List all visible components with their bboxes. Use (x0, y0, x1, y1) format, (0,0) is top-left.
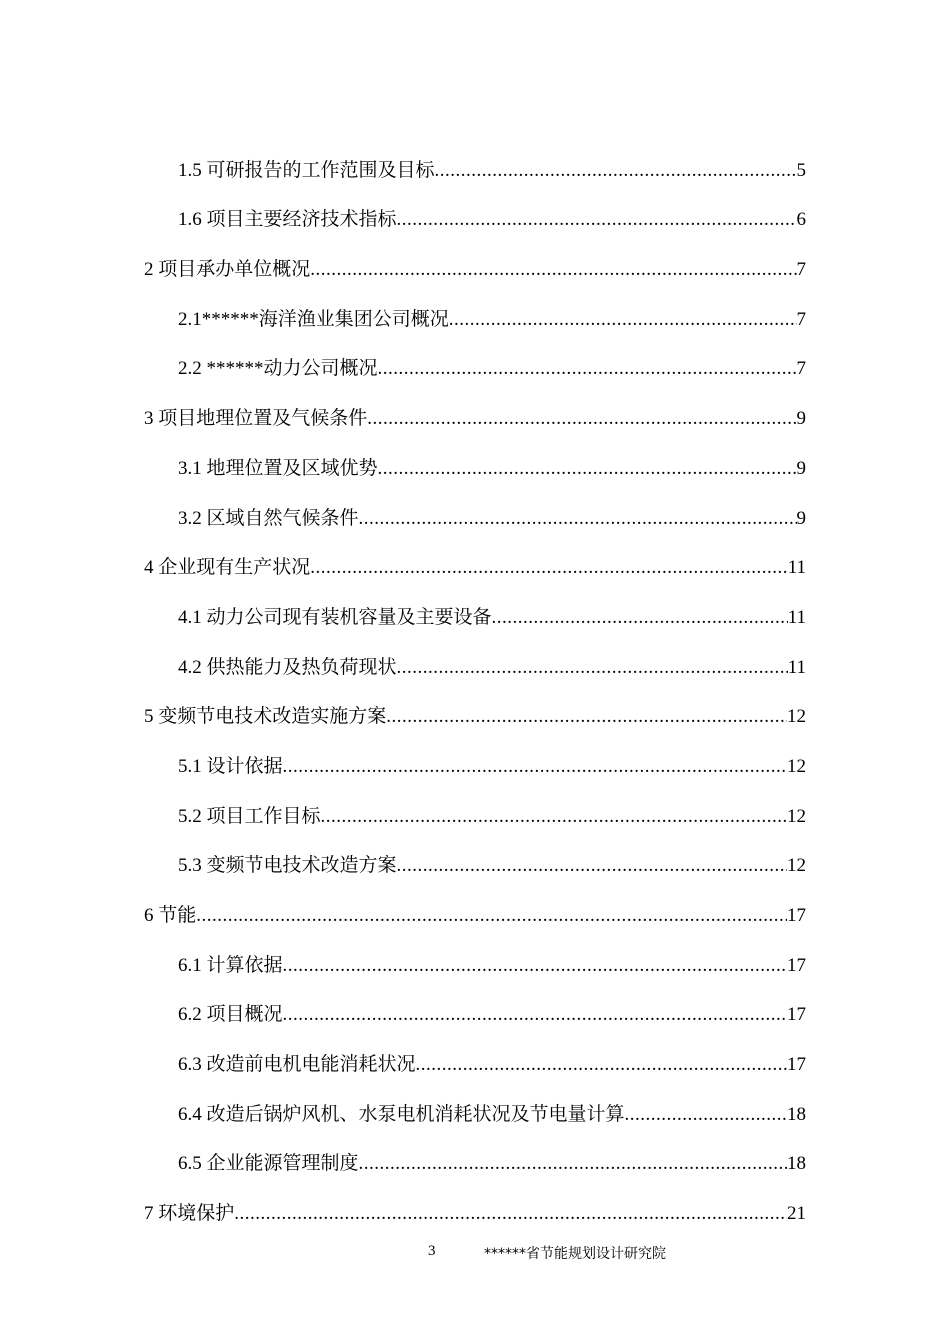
toc-entry-page-number: 11 (787, 656, 806, 678)
toc-entry[interactable] (144, 627, 806, 677)
toc-dot-leader (321, 807, 787, 826)
toc-dot-leader (310, 558, 787, 577)
toc-entry-title: 4 企业现有生产状况 (144, 557, 311, 579)
toc-dot-leader (397, 658, 788, 677)
toc-dot-leader (449, 310, 797, 329)
toc-entry-title: 2.1******海洋渔业集团公司概况 (178, 308, 449, 330)
toc-entry[interactable] (144, 1173, 806, 1223)
toc-entry[interactable] (144, 925, 806, 975)
toc-entry-page-number: 17 (787, 1004, 806, 1026)
toc-entry[interactable] (144, 329, 806, 379)
toc-entry-page-number: 17 (787, 954, 806, 976)
toc-entry[interactable] (144, 180, 806, 230)
toc-entry-title: 6.1 计算依据 (178, 954, 283, 976)
toc-entry-title: 2.2 ******动力公司概况 (178, 358, 378, 380)
toc-entry-page-number: 12 (787, 805, 806, 827)
toc-dot-leader (196, 906, 787, 925)
toc-entry-title: 5 变频节电技术改造实施方案 (144, 706, 387, 728)
toc-dot-leader (283, 956, 787, 975)
toc-dot-leader (416, 1055, 787, 1074)
toc-entry[interactable] (144, 428, 806, 478)
toc-entry-title: 3.2 区域自然气候条件 (178, 507, 359, 529)
toc-entry-page-number: 17 (787, 1054, 806, 1076)
toc-entry-title: 3 项目地理位置及气候条件 (144, 408, 368, 430)
toc-entry-title: 6.2 项目概况 (178, 1004, 283, 1026)
toc-entry-page-number: 18 (787, 1103, 806, 1125)
toc-entry[interactable] (144, 975, 806, 1025)
toc-dot-leader (397, 210, 797, 229)
toc-entry-page-number: 5 (796, 159, 806, 181)
toc-dot-leader (367, 409, 796, 428)
toc-dot-leader (397, 856, 787, 875)
toc-dot-leader (234, 1204, 787, 1223)
toc-entry-title: 7 环境保护 (144, 1203, 235, 1225)
toc-entry[interactable] (144, 1124, 806, 1174)
toc-dot-leader (492, 608, 788, 627)
toc-entry-page-number: 18 (787, 1153, 806, 1175)
toc-entry-page-number: 21 (787, 1203, 806, 1225)
toc-dot-leader (378, 359, 797, 378)
toc-dot-leader (310, 260, 796, 279)
toc-entry-page-number: 9 (796, 457, 806, 479)
toc-entry-title: 1.6 项目主要经济技术指标 (178, 209, 397, 231)
toc-entry-title: 5.3 变频节电技术改造方案 (178, 855, 397, 877)
toc-entry-title: 5.1 设计依据 (178, 755, 283, 777)
page-footer (0, 1243, 950, 1267)
toc-dot-leader (283, 1005, 787, 1024)
toc-entry[interactable] (144, 776, 806, 826)
toc-entry[interactable] (144, 279, 806, 329)
toc-entry-title: 1.5 可研报告的工作范围及目标 (178, 159, 435, 181)
toc-entry-page-number: 11 (787, 606, 806, 628)
toc-entry-page-number: 11 (787, 557, 806, 579)
toc-entry-page-number: 9 (796, 507, 806, 529)
toc-entry-title: 6 节能 (144, 905, 197, 926)
toc-entry[interactable] (144, 577, 806, 627)
toc-dot-leader (435, 161, 797, 180)
toc-entry-page-number: 12 (787, 855, 806, 877)
toc-entry[interactable] (144, 875, 806, 925)
toc-entry-title: 3.1 地理位置及区域优势 (178, 457, 378, 479)
toc-entry-page-number: 7 (796, 358, 806, 380)
toc-entry-page-number: 6 (796, 209, 806, 231)
toc-dot-leader (283, 757, 787, 776)
toc-dot-leader (378, 459, 797, 478)
toc-entry-page-number: 7 (796, 259, 806, 281)
toc-dot-leader (625, 1105, 787, 1124)
toc-entry[interactable] (144, 726, 806, 776)
toc-entry[interactable] (144, 528, 806, 578)
toc-entry[interactable] (144, 826, 806, 876)
toc-entry-title: 6.4 改造后锅炉风机、水泵电机消耗状况及节电量计算 (178, 1103, 625, 1125)
footer-organization: ******省节能规划设计研究院 (484, 1246, 666, 1262)
toc-entry-title: 2 项目承办单位概况 (144, 259, 311, 281)
toc-entry-page-number: 12 (787, 706, 806, 728)
toc-dot-leader (386, 707, 787, 726)
toc-entry[interactable] (144, 229, 806, 279)
toc-entry[interactable] (144, 130, 806, 180)
toc-dot-leader (359, 509, 797, 528)
toc-entry-page-number: 7 (796, 308, 806, 330)
toc-entry-title: 5.2 项目工作目标 (178, 805, 321, 827)
toc-entry-page-number: 12 (787, 755, 806, 777)
toc-entry-title: 6.5 企业能源管理制度 (178, 1153, 359, 1175)
footer-page-number: 3 (428, 1243, 436, 1259)
toc-entry-title: 4.1 动力公司现有装机容量及主要设备 (178, 606, 492, 628)
toc-dot-leader (359, 1154, 787, 1173)
toc-entry[interactable] (144, 478, 806, 528)
toc-entry[interactable] (144, 1024, 806, 1074)
toc-entry-title: 6.3 改造前电机电能消耗状况 (178, 1054, 416, 1076)
toc-entry-title: 4.2 供热能力及热负荷现状 (178, 656, 397, 678)
toc-entry[interactable] (144, 1074, 806, 1124)
table-of-contents (144, 130, 806, 1223)
toc-entry-page-number: 17 (787, 905, 806, 926)
toc-entry[interactable] (144, 677, 806, 727)
toc-entry-page-number: 9 (796, 408, 806, 430)
toc-entry[interactable] (144, 378, 806, 428)
